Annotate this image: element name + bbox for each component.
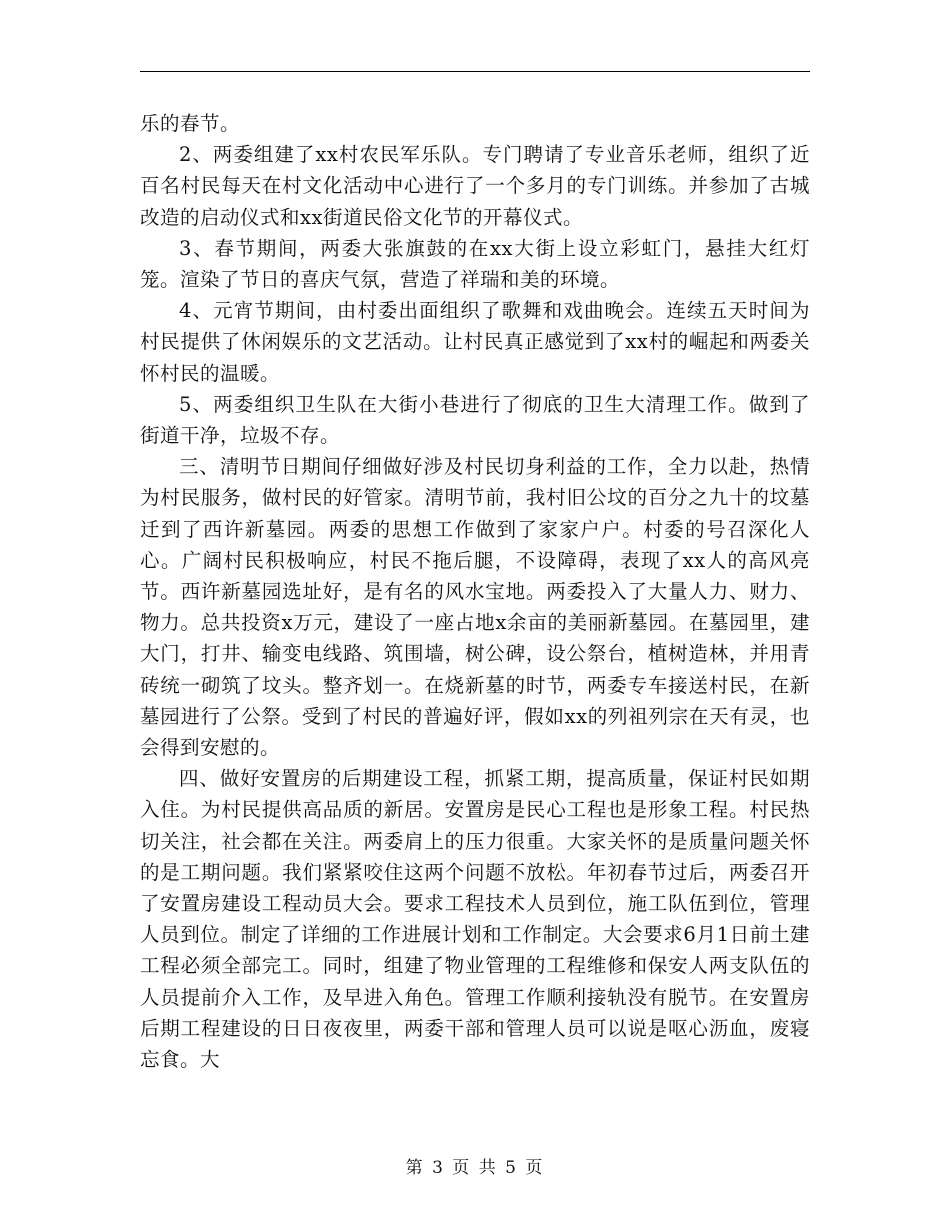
header-rule — [140, 71, 810, 72]
paragraph: 乐的春节。 — [140, 112, 241, 135]
paragraph: 4、元宵节期间，由村委出面组织了歌舞和戏曲晚会。连续五天时间为村民提供了休闲娱乐的文艺活动。让村民真正感觉到了xx村的崛起和两委关怀村民的温暖。 — [140, 299, 810, 385]
page-footer: 第 3 页 共 5 页 — [405, 1158, 545, 1178]
paragraph: 5、两委组织卫生队在大街小巷进行了彻底的卫生大清理工作。做到了街道干净，垃圾不存。 — [140, 392, 810, 448]
paragraph: 三、清明节日期间仔细做好涉及村民切身利益的工作，全力以赴，热情为村民服务，做村民的好管家。清明节前，我村旧公坟的百分之九十的坟墓迁到了西许新墓园。两委的思想工作做到了家家户户。村委的号召深化人心。广阔村民积极响应，村民不拖后腿，不设障碍，表现了xx人的高风亮节。西许新墓园选址好，是有名的风水宝地。两委投入了大量人力、财力、物力。总共投资x万元，建设了一座占地x余亩的美丽新墓园。在墓园里，建大门，打井、输变电线路、筑围墙，树公碑，设公祭台，植树造林，并用青砖统一砌筑了坟头。整齐划一。在烧新墓的时节，两委专车接送村民，在新墓园进行了公祭。受到了村民的普遍好评，假如xx的列祖列宗在天有灵，也会得到安慰的。 — [140, 455, 810, 760]
paragraph: 四、做好安置房的后期建设工程，抓紧工期，提高质量，保证村民如期入住。为村民提供高品质的新居。安置房是民心工程也是形象工程。村民热切关注，社会都在关注。两委肩上的压力很重。大家关怀的是质量问题关怀的是工期问题。我们紧紧咬住这两个问题不放松。年初春节过后，两委召开了安置房建设工程动员大会。要求工程技术人员到位，施工队伍到位，管理人员到位。制定了详细的工作进展计划和工作制定。大会要求6月1日前土建工程必须全部完工。同时，组建了物业管理的工程维修和保安人两支队伍的人员提前介入工作，及早进入角色。管理工作顺利接轨没有脱节。在安置房后期工程建设的日日夜夜里，两委干部和管理人员可以说是呕心沥血，废寝忘食。大 — [140, 767, 810, 1072]
paragraph: 3、春节期间，两委大张旗鼓的在xx大街上设立彩虹门，悬挂大红灯笼。渲染了节日的喜庆气氛，营造了祥瑞和美的环境。 — [140, 236, 810, 292]
document-body — [140, 108, 810, 1075]
paragraph: 2、两委组建了xx村农民军乐队。专门聘请了专业音乐老师，组织了近百名村民每天在村文化活动中心进行了一个多月的专门训练。并参加了古城改造的启动仪式和xx街道民俗文化节的开幕仪式。 — [140, 143, 810, 229]
